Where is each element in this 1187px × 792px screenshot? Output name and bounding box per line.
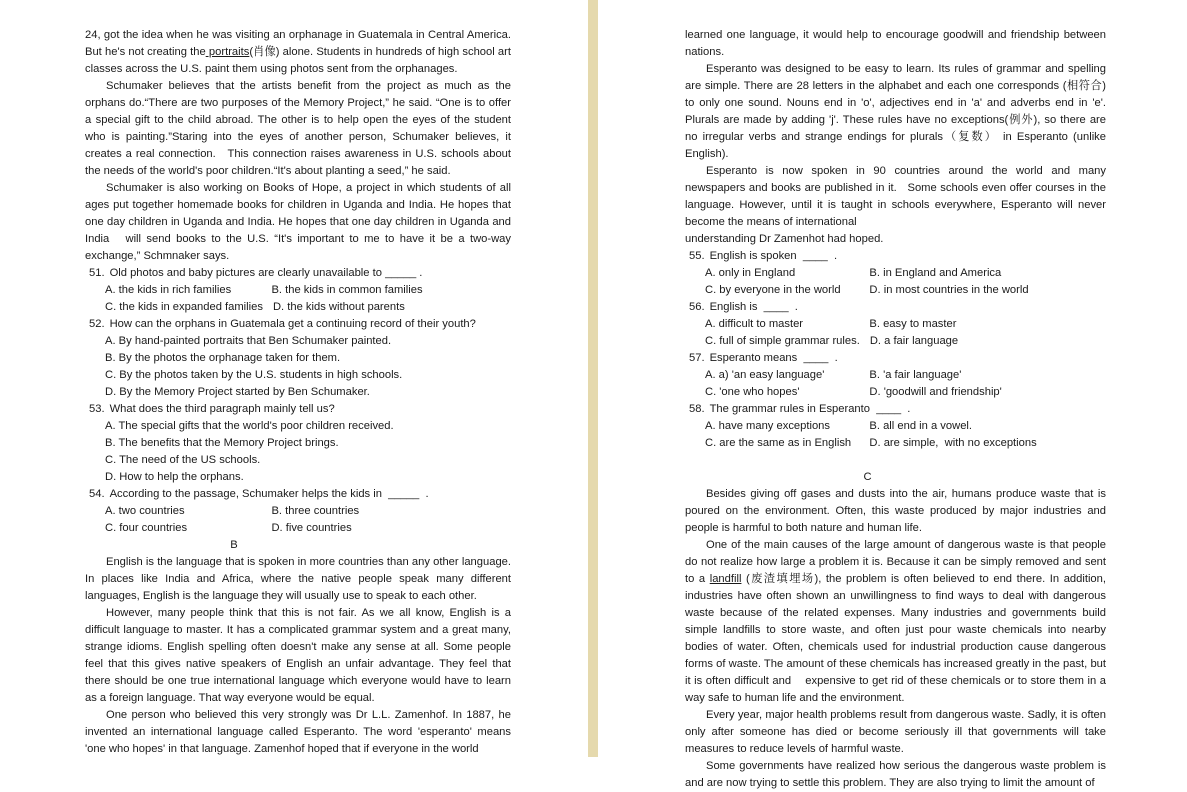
- answer-option: A. By hand-painted portraits that Ben Schumaker painted.: [105, 335, 392, 347]
- question-number: 52.: [89, 318, 105, 330]
- answer-option: D. 'goodwill and friendship': [869, 386, 1002, 398]
- question: [85, 401, 511, 486]
- question-number: 55.: [689, 250, 705, 262]
- answer-option: C. full of simple grammar rules.: [705, 335, 860, 347]
- answer-option: B. The benefits that the Memory Project brings.: [105, 437, 339, 449]
- option-row: [685, 384, 1106, 401]
- answer-option: A. only in England: [705, 267, 796, 279]
- answer-option: B. By the photos the orphanage taken for them.: [105, 352, 341, 364]
- question-line: [685, 401, 1106, 418]
- option-row: [85, 452, 511, 469]
- page-right: [685, 27, 1106, 792]
- paragraph: [685, 486, 1106, 537]
- text-segment: English is the language that is spoken in more countries than any other language. In places like India and Africa, where the native people speak many different languages, English is the language they will usually use to speak to each other.: [85, 556, 511, 602]
- option-row: [85, 520, 511, 537]
- question: [685, 248, 1106, 299]
- underlined-term: portraits: [205, 46, 250, 58]
- option-row: [85, 282, 511, 299]
- text-segment: (废渣填埋场), the problem is often believed to end there. In addition, industries have often shown an unwillingness to find ways to deal with dangerous waste because of the related expenses. Many industries and governments build simple landfills to store waste, and often just pour waste chemicals into nearby bodies of water. Often, chemicals used for industrial production cause dangerous forms of waste. The amount of these chemicals has increased greatly in the past, but it is often difficult and expensive to get rid of these chemicals or to store them in a way safe to human life and the environment.: [685, 573, 1106, 704]
- section-heading: B: [230, 539, 238, 551]
- answer-option: D. in most countries in the world: [869, 284, 1029, 296]
- answer-option: A. a) 'an easy language': [705, 369, 825, 381]
- option-row: [685, 435, 1106, 452]
- answer-option: C. four countries: [105, 522, 188, 534]
- option-row: [85, 503, 511, 520]
- answer-option: C. The need of the US schools.: [105, 454, 261, 466]
- text-segment: Esperanto was designed to be easy to learn. Its rules of grammar and spelling are simple. There are 28 letters in the alphabet and each one corresponds (相符合) to only one sound. Nouns end in 'o', adjectives end in 'a' and adverbs end in 'e'. Plurals are made by adding 'j'. These rules have no exceptions(例外), so there are no irregular verbs and strange endings for plurals（复数） in Esperanto (unlike English).: [685, 63, 1106, 160]
- paragraph: [85, 78, 511, 180]
- answer-option: C. are the same as in English: [705, 437, 852, 449]
- option-row: [85, 367, 511, 384]
- question: [685, 299, 1106, 350]
- question: [85, 486, 511, 537]
- answer-option: D. five countries: [271, 522, 352, 534]
- paragraph: [685, 61, 1106, 163]
- section-heading: C: [863, 471, 872, 483]
- option-row: [685, 333, 1106, 350]
- answer-option: D. By the Memory Project started by Ben Schumaker.: [105, 386, 370, 398]
- text-segment: One of the main causes of the large amount of dangerous waste is that people do not realize how large a problem it is. Because it can be simply removed and sent to a: [685, 539, 1106, 585]
- question-text: Esperanto means ____ .: [709, 352, 838, 364]
- text-segment: Besides giving off gases and dusts into the air, humans produce waste that is poured on the environment. Often, this waste produced by major industries and people is harmful to both nature and human life.: [685, 488, 1106, 534]
- text-segment: (肖像) alone. Students in hundreds of high school art classes across the U.S. paint them using photos sent from the orphanages.: [85, 46, 511, 75]
- option-row: [685, 418, 1106, 435]
- question-number: 51.: [89, 267, 105, 279]
- text-segment: Schumaker is also working on Books of Hope, a project in which students of all ages put together homemade books for children in Uganda and India. He hopes that one day children in Uganda and India. He hopes that one day children in Uganda and India will send books to the U.S. “It's important to me to have it be a two-way exchange,” Schmnaker says.: [85, 182, 511, 262]
- question: [685, 350, 1106, 401]
- answer-option: D. How to help the orphans.: [105, 471, 244, 483]
- question-text: What does the third paragraph mainly tell us?: [109, 403, 335, 415]
- paragraph: [85, 605, 511, 707]
- option-row: [685, 282, 1106, 299]
- paragraph: [85, 27, 511, 78]
- answer-option: B. in England and America: [869, 267, 1002, 279]
- option-row: [85, 333, 511, 350]
- answer-option: D. are simple, with no exceptions: [869, 437, 1037, 449]
- answer-option: B. three countries: [271, 505, 360, 517]
- option-row: [685, 265, 1106, 282]
- answer-option: C. the kids in expanded families: [105, 301, 263, 313]
- text-segment: Esperanto is now spoken in 90 countries around the world and many newspapers and books are published in it. Some schools even offer courses in the language. However, until it is taught in schools everywhere, Esperanto will never become the means of international: [685, 165, 1106, 228]
- question-text: English is ____ .: [709, 301, 798, 313]
- answer-option: A. two countries: [105, 505, 185, 517]
- page-left: [85, 27, 511, 758]
- option-row: [685, 367, 1106, 384]
- question-line: [85, 486, 511, 503]
- answer-option: B. all end in a vowel.: [869, 420, 973, 432]
- question-line: [685, 248, 1106, 265]
- paragraph: [85, 554, 511, 605]
- paragraph: [685, 163, 1106, 231]
- text-segment: Some governments have realized how serious the dangerous waste problem is and are now trying to settle this problem. They are also trying to limit the amount of: [685, 760, 1106, 789]
- answer-option: B. easy to master: [869, 318, 957, 330]
- answer-option: C. By the photos taken by the U.S. students in high schools.: [105, 369, 403, 381]
- answer-option: B. 'a fair language': [869, 369, 962, 381]
- answer-option: C. by everyone in the world: [705, 284, 841, 296]
- question: [85, 316, 511, 401]
- option-row: [85, 435, 511, 452]
- paragraph: [685, 707, 1106, 758]
- question-line: [685, 299, 1106, 316]
- question-text: According to the passage, Schumaker helps the kids in _____ .: [109, 488, 429, 500]
- question: [685, 401, 1106, 452]
- paragraph: [685, 537, 1106, 707]
- answer-option: A. have many exceptions: [705, 420, 830, 432]
- answer-option: D. the kids without parents: [272, 301, 405, 313]
- answer-option: A. difficult to master: [705, 318, 804, 330]
- question-line: [85, 265, 511, 282]
- text-segment: 24, got the idea when he was visiting an orphanage in Guatemala in Central America. But he's not creating the: [85, 29, 511, 58]
- paragraph: [685, 27, 1106, 61]
- question-number: 58.: [689, 403, 705, 415]
- question-text: Old photos and baby pictures are clearly unavailable to _____ .: [109, 267, 423, 279]
- option-row: [85, 384, 511, 401]
- answer-option: D. a fair language: [869, 335, 959, 347]
- question-line: [685, 350, 1106, 367]
- question-text: How can the orphans in Guatemala get a continuing record of their youth?: [109, 318, 476, 330]
- answer-option: A. The special gifts that the world's poor children received.: [105, 420, 394, 432]
- question-number: 53.: [89, 403, 105, 415]
- text-segment: understanding Dr Zamenhot had hoped.: [685, 233, 884, 245]
- question-line: [85, 401, 511, 418]
- text-segment: However, many people think that this is not fair. As we all know, English is a difficult language to master. It has a complicated grammar system and a great many, strange idioms. English spelling often doesn't make any sense at all. Some people feel that this gives native speakers of English an unfair advantage. They feel that there should be one true international language which everyone would have to learn as a foreign language. That way everyone would be equal.: [85, 607, 511, 704]
- underlined-term: landfill: [709, 573, 742, 585]
- question-text: English is spoken ____ .: [709, 250, 838, 262]
- answer-option: C. 'one who hopes': [705, 386, 800, 398]
- option-row: [85, 418, 511, 435]
- paragraph: [85, 707, 511, 758]
- question-line: [85, 316, 511, 333]
- text-segment: Schumaker believes that the artists benefit from the project as much as the orphans do.“There are two purposes of the Memory Project,” he said. “One is to offer a special gift to the child abroad. The other is to help open the eyes of the student who is painting.”Staring into the eyes of another person, Schumaker believes, it creates a real connection. This connection raises awareness in U.S. schools about the needs of the world's poor children.“It's about planting a seed,” he said.: [85, 80, 511, 177]
- question-text: The grammar rules in Esperanto ____ .: [709, 403, 911, 415]
- question-number: 54.: [89, 488, 105, 500]
- question-number: 56.: [689, 301, 705, 313]
- text-segment: learned one language, it would help to encourage goodwill and friendship between nations.: [685, 29, 1106, 58]
- answer-option: B. the kids in common families: [271, 284, 423, 296]
- text-segment: Every year, major health problems result from dangerous waste. Sadly, it is often only after someone has died or become seriously ill that governments will take measures to reduce levels of harmful waste.: [685, 709, 1106, 755]
- paragraph: [685, 758, 1106, 792]
- option-row: [85, 299, 511, 316]
- question-number: 57.: [689, 352, 705, 364]
- text-segment: One person who believed this very strongly was Dr L.L. Zamenhof. In 1887, he invented an international language called Esperanto. The word 'esperanto' means 'one who hopes' in that language. Zamenhof hoped that if everyone in the world: [85, 709, 511, 755]
- option-row: [85, 350, 511, 367]
- paragraph: [85, 180, 511, 265]
- option-row: [85, 469, 511, 486]
- answer-option: A. the kids in rich families: [105, 284, 232, 296]
- question: [85, 265, 511, 316]
- option-row: [685, 316, 1106, 333]
- paragraph: [685, 231, 1106, 248]
- page-gutter-divider: [588, 0, 598, 757]
